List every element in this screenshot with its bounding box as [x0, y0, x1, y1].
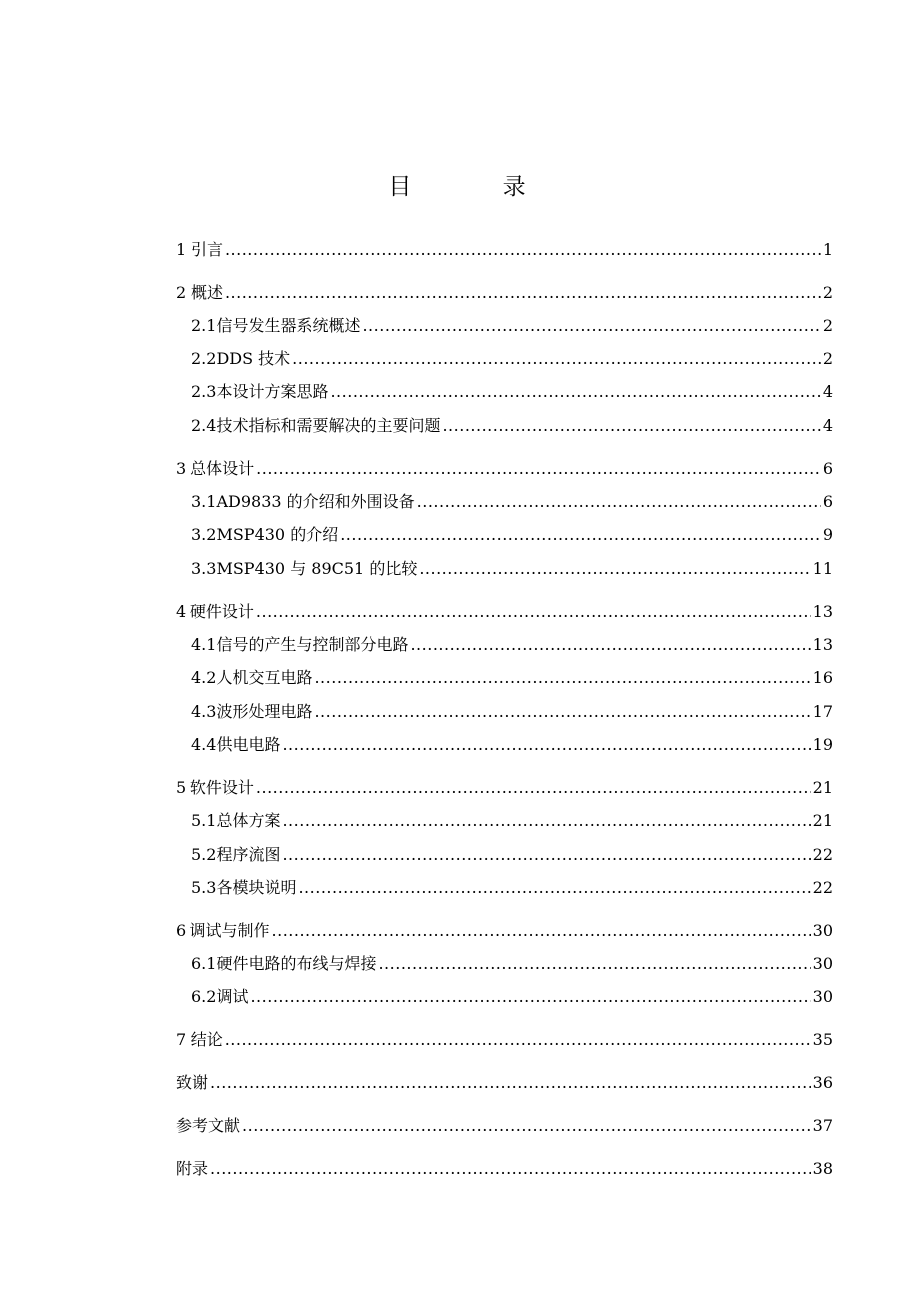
- toc-entry-page: 13: [812, 635, 833, 654]
- toc-leader: [282, 809, 810, 833]
- toc-leader: [340, 523, 821, 547]
- toc-entry-number: 4.1: [191, 635, 217, 654]
- toc-entry-number: 2.2: [191, 349, 217, 368]
- toc-entry-label: 硬件电路的布线与焊接: [216, 954, 377, 973]
- toc-entry-number: 3.2: [191, 525, 217, 544]
- toc-entry[interactable]: [176, 281, 833, 305]
- toc-entry[interactable]: [191, 733, 833, 757]
- toc-entry-number: 5: [176, 778, 187, 797]
- toc-leader: [292, 347, 821, 371]
- toc-entry-label: 技术指标和需要解决的主要问题: [216, 416, 441, 435]
- toc-leader: [225, 1028, 811, 1052]
- toc-entry-page: 19: [812, 735, 833, 754]
- toc-entry[interactable]: [191, 314, 833, 338]
- toc-entry-label: 信号的产生与控制部分电路: [216, 635, 409, 654]
- toc-entry-label: 调试: [216, 987, 249, 1006]
- toc-entry-label: 总体设计: [190, 459, 255, 478]
- toc-entry[interactable]: [176, 776, 833, 800]
- toc-entry-label: MSP430 与 89C51 的比较: [216, 559, 418, 578]
- toc-entry[interactable]: [176, 1071, 833, 1095]
- toc-entry-page: 35: [812, 1030, 833, 1049]
- toc-entry-page: 11: [812, 559, 833, 578]
- toc-entry[interactable]: [191, 633, 833, 657]
- toc-entry[interactable]: [176, 1157, 833, 1181]
- toc-entry-number: 4.3: [191, 702, 217, 721]
- toc-entry-number: 2.1: [191, 316, 217, 335]
- toc-leader: [210, 1157, 811, 1181]
- toc-entry[interactable]: [176, 457, 833, 481]
- toc-leader: [419, 557, 810, 581]
- toc-entry-page: 30: [812, 954, 833, 973]
- toc-entry[interactable]: [191, 490, 833, 514]
- toc-entry-page: 21: [812, 811, 833, 830]
- toc-leader: [362, 314, 820, 338]
- toc-entry[interactable]: [191, 380, 833, 404]
- toc-entry-label: 硬件设计: [189, 602, 254, 621]
- toc-entry-page: 2: [822, 316, 833, 335]
- toc-leader: [378, 952, 810, 976]
- toc-entry-label: 概述: [190, 283, 223, 302]
- toc-entry[interactable]: [176, 1114, 833, 1138]
- toc-entry-page: 37: [812, 1116, 833, 1135]
- toc-entry[interactable]: [191, 414, 833, 438]
- toc-entry[interactable]: [191, 876, 833, 900]
- toc-entry-page: 21: [812, 778, 833, 797]
- toc-leader: [256, 600, 811, 624]
- toc-leader: [272, 919, 811, 943]
- toc-entry-number: 5.2: [191, 845, 217, 864]
- toc-entry-page: 1: [822, 240, 833, 259]
- toc-entry-number: 3: [176, 459, 187, 478]
- toc-entry[interactable]: [191, 809, 833, 833]
- toc-entry[interactable]: [191, 985, 833, 1009]
- toc-entry-number: 6: [176, 921, 187, 940]
- toc-entry-page: 4: [822, 416, 833, 435]
- toc-entry-label: MSP430 的介绍: [216, 525, 339, 544]
- toc-leader: [256, 457, 821, 481]
- toc-entry-label: 致谢: [176, 1073, 209, 1092]
- toc-leader: [410, 633, 810, 657]
- toc-entry-label: 波形处理电路: [216, 702, 313, 721]
- toc-entry-label: 总体方案: [216, 811, 281, 830]
- toc-entry[interactable]: [176, 919, 833, 943]
- toc-entry-page: 2: [822, 283, 833, 302]
- toc-entry[interactable]: [191, 952, 833, 976]
- toc-leader: [282, 733, 810, 757]
- toc-entry-label: 信号发生器系统概述: [216, 316, 361, 335]
- toc-entry-label: 引言: [190, 240, 223, 259]
- toc-entry-page: 17: [812, 702, 833, 721]
- toc-leader: [242, 1114, 811, 1138]
- toc-entry-page: 30: [812, 987, 833, 1006]
- toc-entry[interactable]: [191, 523, 833, 547]
- toc-leader: [314, 700, 810, 724]
- toc-entry-page: 36: [812, 1073, 833, 1092]
- toc-entry-number: 6.2: [191, 987, 217, 1006]
- toc-entry-label: 软件设计: [189, 778, 254, 797]
- toc-entry-number: 3.1: [191, 492, 217, 511]
- toc-entry-page: 16: [812, 668, 833, 687]
- toc-entry-number: 5.3: [191, 878, 217, 897]
- toc-entry-page: 6: [822, 459, 833, 478]
- toc-entry-number: 4.4: [191, 735, 217, 754]
- toc-leader: [250, 985, 810, 1009]
- toc-leader: [210, 1071, 811, 1095]
- toc-entry-number: 4: [176, 602, 187, 621]
- toc-entry-page: 22: [812, 845, 833, 864]
- toc-leader: [298, 876, 810, 900]
- toc-entry-label: 供电电路: [216, 735, 281, 754]
- toc-entry-label: 本设计方案思路: [216, 382, 329, 401]
- toc-entry-number: 2.3: [191, 382, 217, 401]
- toc-entry-label: 调试与制作: [189, 921, 270, 940]
- toc-title: 目 录: [388, 174, 568, 200]
- toc-leader: [417, 490, 821, 514]
- toc-entry[interactable]: [191, 843, 833, 867]
- toc-entry-page: 4: [822, 382, 833, 401]
- toc-entry-page: 2: [822, 349, 833, 368]
- toc-entry-page: 38: [812, 1159, 833, 1178]
- toc-entry-page: 30: [812, 921, 833, 940]
- toc-entry-number: 2: [176, 283, 187, 302]
- toc-entry-number: 1: [176, 240, 187, 259]
- toc-entry-label: 参考文献: [176, 1116, 241, 1135]
- toc-entry-label: 结论: [190, 1030, 223, 1049]
- toc-entry[interactable]: [191, 557, 833, 581]
- toc-entry-number: 3.3: [191, 559, 217, 578]
- toc-entry-label: 各模块说明: [216, 878, 297, 897]
- toc-entry-label: 人机交互电路: [216, 668, 313, 687]
- toc-leader: [282, 843, 810, 867]
- toc-leader: [225, 238, 821, 262]
- toc-entry-label: DDS 技术: [216, 349, 291, 368]
- toc-entry[interactable]: [191, 347, 833, 371]
- toc-entry[interactable]: [176, 1028, 833, 1052]
- toc-leader: [330, 380, 820, 404]
- toc-entry-number: 2.4: [191, 416, 217, 435]
- toc-entry-page: 6: [822, 492, 833, 511]
- toc-entry-number: 5.1: [191, 811, 217, 830]
- toc-entry[interactable]: [191, 700, 833, 724]
- toc-leader: [314, 666, 810, 690]
- toc-leader: [442, 414, 820, 438]
- toc-entry[interactable]: [176, 600, 833, 624]
- toc-entry-page: 22: [812, 878, 833, 897]
- toc-entry-label: 程序流图: [216, 845, 281, 864]
- toc-entry-number: 7: [176, 1030, 187, 1049]
- toc-entry-label: AD9833 的介绍和外围设备: [216, 492, 415, 511]
- toc-entry-number: 6.1: [191, 954, 217, 973]
- toc-entry-page: 9: [822, 525, 833, 544]
- toc-leader: [256, 776, 811, 800]
- toc-entry-page: 13: [812, 602, 833, 621]
- toc-entry-number: 4.2: [191, 668, 217, 687]
- toc-entry[interactable]: [191, 666, 833, 690]
- toc-leader: [225, 281, 821, 305]
- toc-entry[interactable]: [176, 238, 833, 262]
- toc-entry-label: 附录: [176, 1159, 209, 1178]
